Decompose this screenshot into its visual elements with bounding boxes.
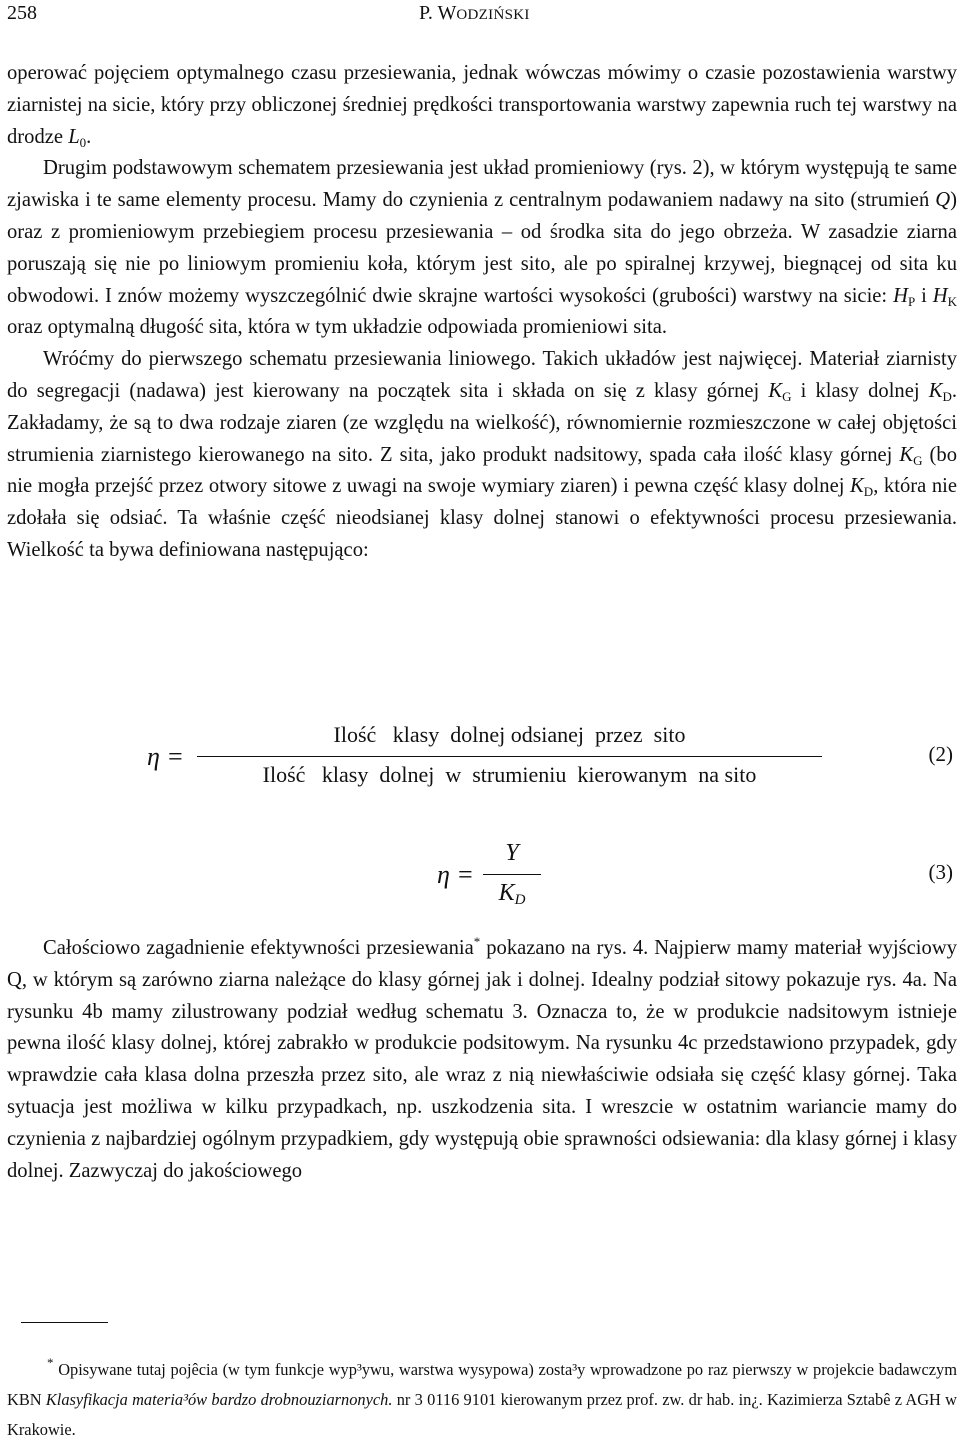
paragraph-3-text-e: , która nie zdołała się odsiać. Ta właśnie część nieodsianej klasy dolnej stanowi o efektywności procesu przesiewania. Wielkość ta bywa definiowana następująco: [7, 475, 957, 561]
equation-3-denominator [483, 880, 541, 907]
paragraph-4-text-b: pokazano na rys. 4. Najpierw mamy materiał wyjściowy Q, w którym są zarówno ziarna należące do klasy górnej jak i dolnej. Idealny podział sitowy pokazuje rys. 4a. Na rysunku 4b mamy zilustrowany podział według schematu 3. Oznacza to, że w produkcie nadsitowym istnieje pewna ilość klasy dolnej, której zabrakło w produkcie podsitowym. Na rysunku 4c przedstawiono przypadek, gdy wprawdzie cała klasa dolna przeszła przez sito, ale wraz z nią niewłaściwie odsiała się część klasy górnej. Taka sytuacja jest możliwa w kilku przypadkach, np. uszkodzenia sita. I wreszcie w ostatnim wariancie mamy do czynienia z najbardziej ogólnym przypadkiem, gdy występują obie sprawności odsiewania: dla klasy górnej i klasy dolnej. Zazwyczaj do jakościowego [7, 937, 957, 1182]
symbol-Q: Q [935, 189, 951, 212]
paragraph-3-text-c: . Zakładamy, że są to dwa rodzaje ziaren (ze względu na wielkość), równomiernie rozmieszczone w całej objętości strumienia ziarnistego kierowanego na sito. Z sita, jako produkt nadsitowy, spada cała ilość klasy górnej [7, 379, 957, 466]
page-number: 258 [7, 2, 37, 24]
paragraph-1-end: . [86, 125, 92, 148]
equation-3-subscript-D: D [514, 892, 526, 908]
paragraph-3-text-d: (bo nie mogła przejść przez otwory sitowe z uwagi na swoje wymiary ziaren) i pewna część klasy dolnej [7, 443, 957, 498]
paragraph-1 [7, 58, 957, 567]
footnote-star: * [47, 1355, 54, 1370]
page [7, 0, 957, 1447]
footnote-text-b: nr 3 0116 9101 kierowanym przez prof. zw. dr hab. in¿. Kazimierza Sztabê z AGH w Krakowie. [7, 1390, 957, 1439]
footnote-marker: * [473, 934, 481, 949]
equation-3-lhs: η = [437, 860, 474, 889]
paragraph-2-text-a: Drugim podstawowym schematem przesiewania jest układ promieniowy (rys. 2), w którym występują te same zjawiska i te same elementy procesu. Mamy do czynienia z centralnym podawaniem nadawy na sito (strumień [7, 157, 957, 212]
equation-2-number: (2) [928, 742, 953, 766]
subscript-G: G [782, 388, 792, 404]
equation-2 [7, 718, 957, 798]
symbol-K-G: K [768, 379, 783, 402]
subscript-P: P [907, 293, 916, 309]
subscript-K: K [947, 293, 957, 309]
footnote-project-title: Klasyfikacja materia³ów bardzo drobnouziarnonych. [45, 1390, 393, 1409]
paragraph-2-text-c: oraz optymalną długość sita, która w tym układzie odpowiada promieniowi sita. [7, 316, 667, 339]
equation-3-numerator: Y [505, 840, 519, 866]
running-title [419, 2, 530, 25]
author-surname-smallcaps: ODZIŃSKI [456, 7, 530, 23]
equation-3 [7, 836, 957, 916]
footnote-text-a: Opisywane tutaj pojêcia (w tym funkcje wyp³ywu, warstwa wysypowa) zosta³y wprowadzone po raz pierwszy w projekcie badawczym KBN [7, 1360, 957, 1409]
paragraph-4-text-a: Całościowo zagadnienie efektywności przesiewania [43, 937, 474, 959]
paragraph-2-text-b: ) oraz z promieniowym przebiegiem procesu przesiewania – od środka sita do jego obrzeża. W zasadzie ziarna poruszają się nie po liniowym promieniu koła, którym jest sito, ale po spiralnej krzywej, biegnącej od sita ku obwodowi. I znów możemy wyszczególnić dwie skrajne wartości wysokości (grubości) warstwy na sicie: [7, 189, 957, 307]
subscript-G-2: G [913, 452, 923, 468]
paragraph-4 [7, 933, 957, 1187]
paragraph-3-text-a: Wróćmy do pierwszego schematu przesiewania liniowego. Takich układów jest najwięcej. Materiał ziarnisty do segregacji (nadawa) jest kierowany na początek sita i składa on się z klasy górnej [7, 348, 957, 402]
equation-2-numerator: Ilość klasy dolnej odsianej przez sito [333, 722, 686, 747]
author-initial: P. W [419, 2, 457, 24]
subscript-0: 0 [79, 134, 87, 150]
subscript-D-2: D [863, 484, 874, 500]
equation-3-fraction-bar [483, 874, 541, 875]
equation-2-lhs: η = [147, 742, 184, 771]
symbol-L: L [68, 125, 80, 148]
equation-2-fraction-bar [197, 756, 822, 757]
symbol-K-G-2: K [899, 443, 914, 466]
equation-3-number: (3) [928, 860, 953, 884]
symbol-K-D: K [928, 379, 943, 402]
equation-3-K: K [498, 880, 515, 906]
symbol-K-D-2: K [850, 475, 864, 498]
subscript-D: D [942, 388, 952, 404]
running-header [7, 2, 957, 26]
footnote [7, 1355, 957, 1445]
symbol-H-P: H [893, 284, 908, 307]
symbol-H-K: H [932, 284, 948, 307]
paragraph-3-text-b: i klasy dolnej [791, 379, 929, 402]
footnote-separator [21, 1322, 108, 1323]
equation-2-denominator: Ilość klasy dolnej w strumieniu kierowanym na sito [262, 762, 757, 787]
paragraph-1-text: operować pojęciem optymalnego czasu przesiewania, jednak wówczas mówimy o czasie pozostawienia warstwy ziarnistej na sicie, który przy obliczonej średniej prędkości transportowania warstwy zapewnia ruch tej warstwy na drodze [7, 62, 957, 148]
paragraph-2-and: i [915, 284, 933, 307]
